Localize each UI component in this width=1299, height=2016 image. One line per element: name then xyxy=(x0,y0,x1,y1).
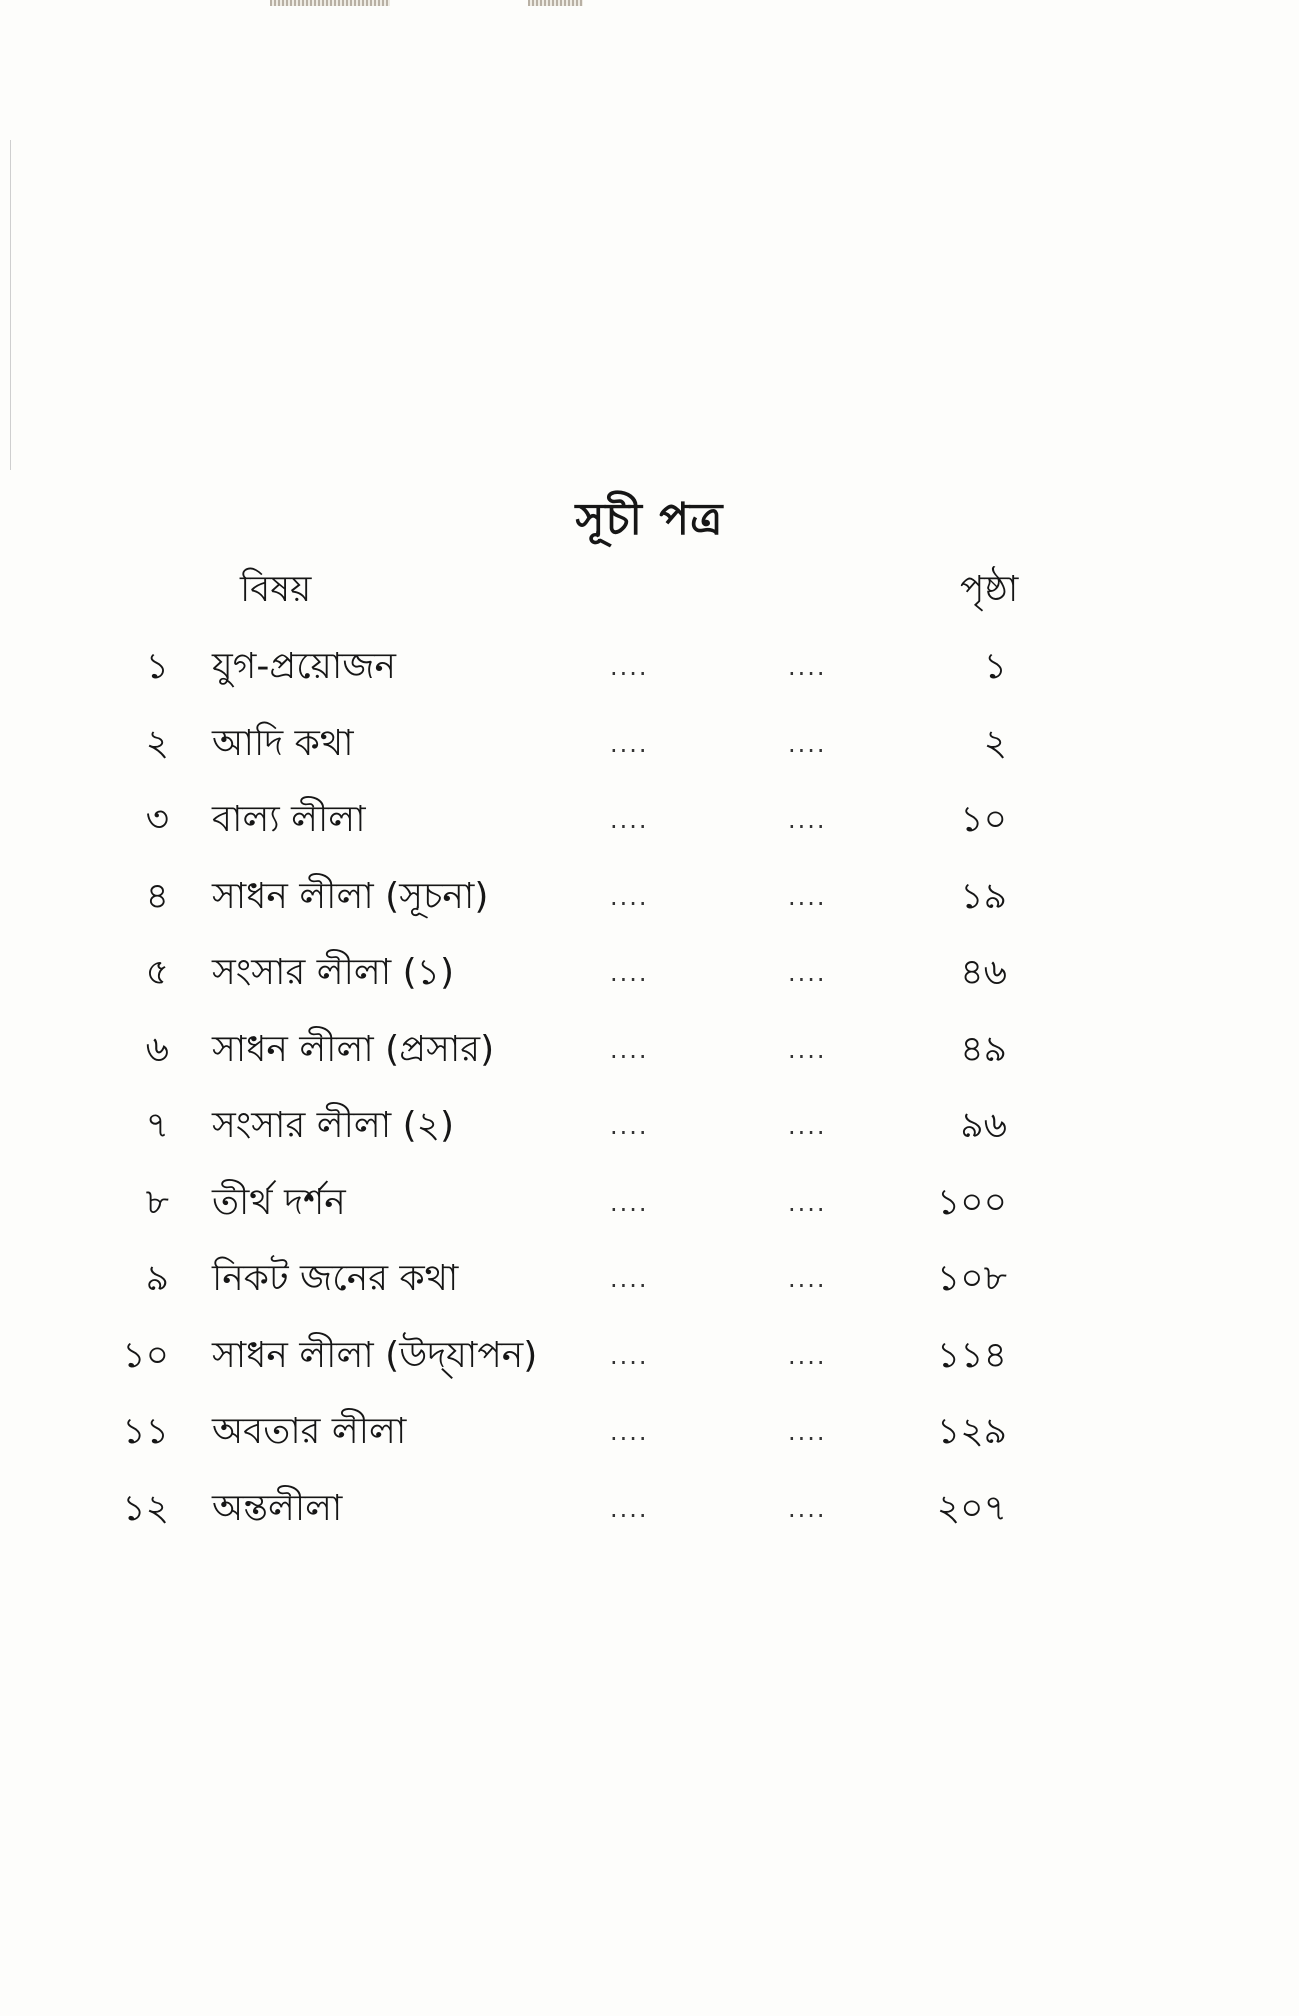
toc-entry-number: ১১ xyxy=(122,1411,169,1452)
toc-leader-dots: .... xyxy=(610,1265,649,1293)
toc-entry-number: ৫ xyxy=(145,952,169,993)
toc-leader-dots: .... xyxy=(788,730,827,758)
toc-leader-dots: .... xyxy=(610,1495,649,1523)
toc-entry-subject: অবতার লীলা xyxy=(212,1411,407,1452)
toc-leader-dots: .... xyxy=(610,1342,649,1370)
toc-entry-number: ৪ xyxy=(145,876,169,917)
column-header-page: পৃষ্ঠা xyxy=(960,569,1019,610)
toc-entry-page: ১৯ xyxy=(960,876,1007,917)
page-edge-line xyxy=(10,140,11,470)
toc-leader-dots: .... xyxy=(610,883,649,911)
toc-entry xyxy=(0,1479,1299,1539)
toc-entry-subject: সংসার লীলা (২) xyxy=(212,1105,455,1146)
toc-leader-dots: .... xyxy=(788,1265,827,1293)
toc-leader-dots: .... xyxy=(610,1418,649,1446)
toc-entry-page: ১ xyxy=(983,646,1007,687)
toc-entry xyxy=(0,1326,1299,1386)
page-title: সূচী পত্র xyxy=(575,494,724,545)
toc-entry-number: ১০ xyxy=(122,1335,169,1376)
toc-leader-dots: .... xyxy=(610,730,649,758)
toc-entry-page: ১২৯ xyxy=(936,1411,1007,1452)
toc-entry xyxy=(0,1402,1299,1462)
toc-leader-dots: .... xyxy=(788,883,827,911)
toc-entry-page: ৪৯ xyxy=(960,1029,1007,1070)
toc-entry xyxy=(0,867,1299,927)
toc-entry-number: ৩ xyxy=(145,799,169,840)
toc-entry-subject: সংসার লীলা (১) xyxy=(212,952,455,993)
toc-entry xyxy=(0,943,1299,1003)
toc-leader-dots: .... xyxy=(610,1112,649,1140)
toc-entry-page: ৪৬ xyxy=(960,952,1007,993)
toc-leader-dots: .... xyxy=(788,1112,827,1140)
toc-entry-page: ২ xyxy=(983,723,1007,764)
scan-artifact xyxy=(270,0,390,6)
toc-leader-dots: .... xyxy=(610,1189,649,1217)
toc-leader-dots: .... xyxy=(788,1189,827,1217)
toc-entry-number: ৭ xyxy=(145,1105,169,1146)
toc-leader-dots: .... xyxy=(610,653,649,681)
toc-entry xyxy=(0,790,1299,850)
toc-entry xyxy=(0,637,1299,697)
toc-entry xyxy=(0,1020,1299,1080)
toc-entry-page: ৯৬ xyxy=(960,1105,1007,1146)
toc-entry-page: ২০৭ xyxy=(936,1488,1007,1529)
toc-entry-page: ১০ xyxy=(960,799,1007,840)
toc-entry-subject: আদি কথা xyxy=(212,723,354,764)
toc-entry-number: ২ xyxy=(145,723,169,764)
scan-artifact xyxy=(528,0,583,6)
toc-entry-subject: নিকট জনের কথা xyxy=(212,1258,459,1299)
toc-entry-number: ৬ xyxy=(145,1029,169,1070)
toc-entry xyxy=(0,1249,1299,1309)
column-header-subject: বিষয় xyxy=(240,569,312,610)
toc-entry-page: ১১৪ xyxy=(936,1335,1007,1376)
toc-entry xyxy=(0,1173,1299,1233)
toc-entry-number: ৯ xyxy=(145,1258,169,1299)
toc-entry-subject: তীর্থ দর্শন xyxy=(212,1182,346,1223)
toc-leader-dots: .... xyxy=(788,1036,827,1064)
toc-entry-subject: যুগ-প্রয়োজন xyxy=(212,646,397,687)
toc-entry-subject: বাল্য লীলা xyxy=(212,799,366,840)
toc-entry-subject: সাধন লীলা (সূচনা) xyxy=(212,876,489,917)
toc-entry-page: ১০৮ xyxy=(936,1258,1007,1299)
toc-entry-subject: সাধন লীলা (উদ্‌যাপন) xyxy=(212,1335,538,1376)
toc-leader-dots: .... xyxy=(788,959,827,987)
toc-entry-subject: সাধন লীলা (প্রসার) xyxy=(212,1029,495,1070)
toc-leader-dots: .... xyxy=(788,653,827,681)
toc-entry-number: ১২ xyxy=(122,1488,169,1529)
toc-leader-dots: .... xyxy=(788,1495,827,1523)
toc-entry-subject: অন্তলীলা xyxy=(212,1488,343,1529)
toc-leader-dots: .... xyxy=(610,806,649,834)
toc-entry xyxy=(0,1096,1299,1156)
toc-leader-dots: .... xyxy=(610,959,649,987)
toc-entry-page: ১০০ xyxy=(936,1182,1007,1223)
toc-leader-dots: .... xyxy=(610,1036,649,1064)
toc-entry-number: ৮ xyxy=(145,1182,169,1223)
toc-leader-dots: .... xyxy=(788,806,827,834)
toc-entry xyxy=(0,714,1299,774)
toc-entry-number: ১ xyxy=(145,646,169,687)
toc-leader-dots: .... xyxy=(788,1342,827,1370)
toc-leader-dots: .... xyxy=(788,1418,827,1446)
